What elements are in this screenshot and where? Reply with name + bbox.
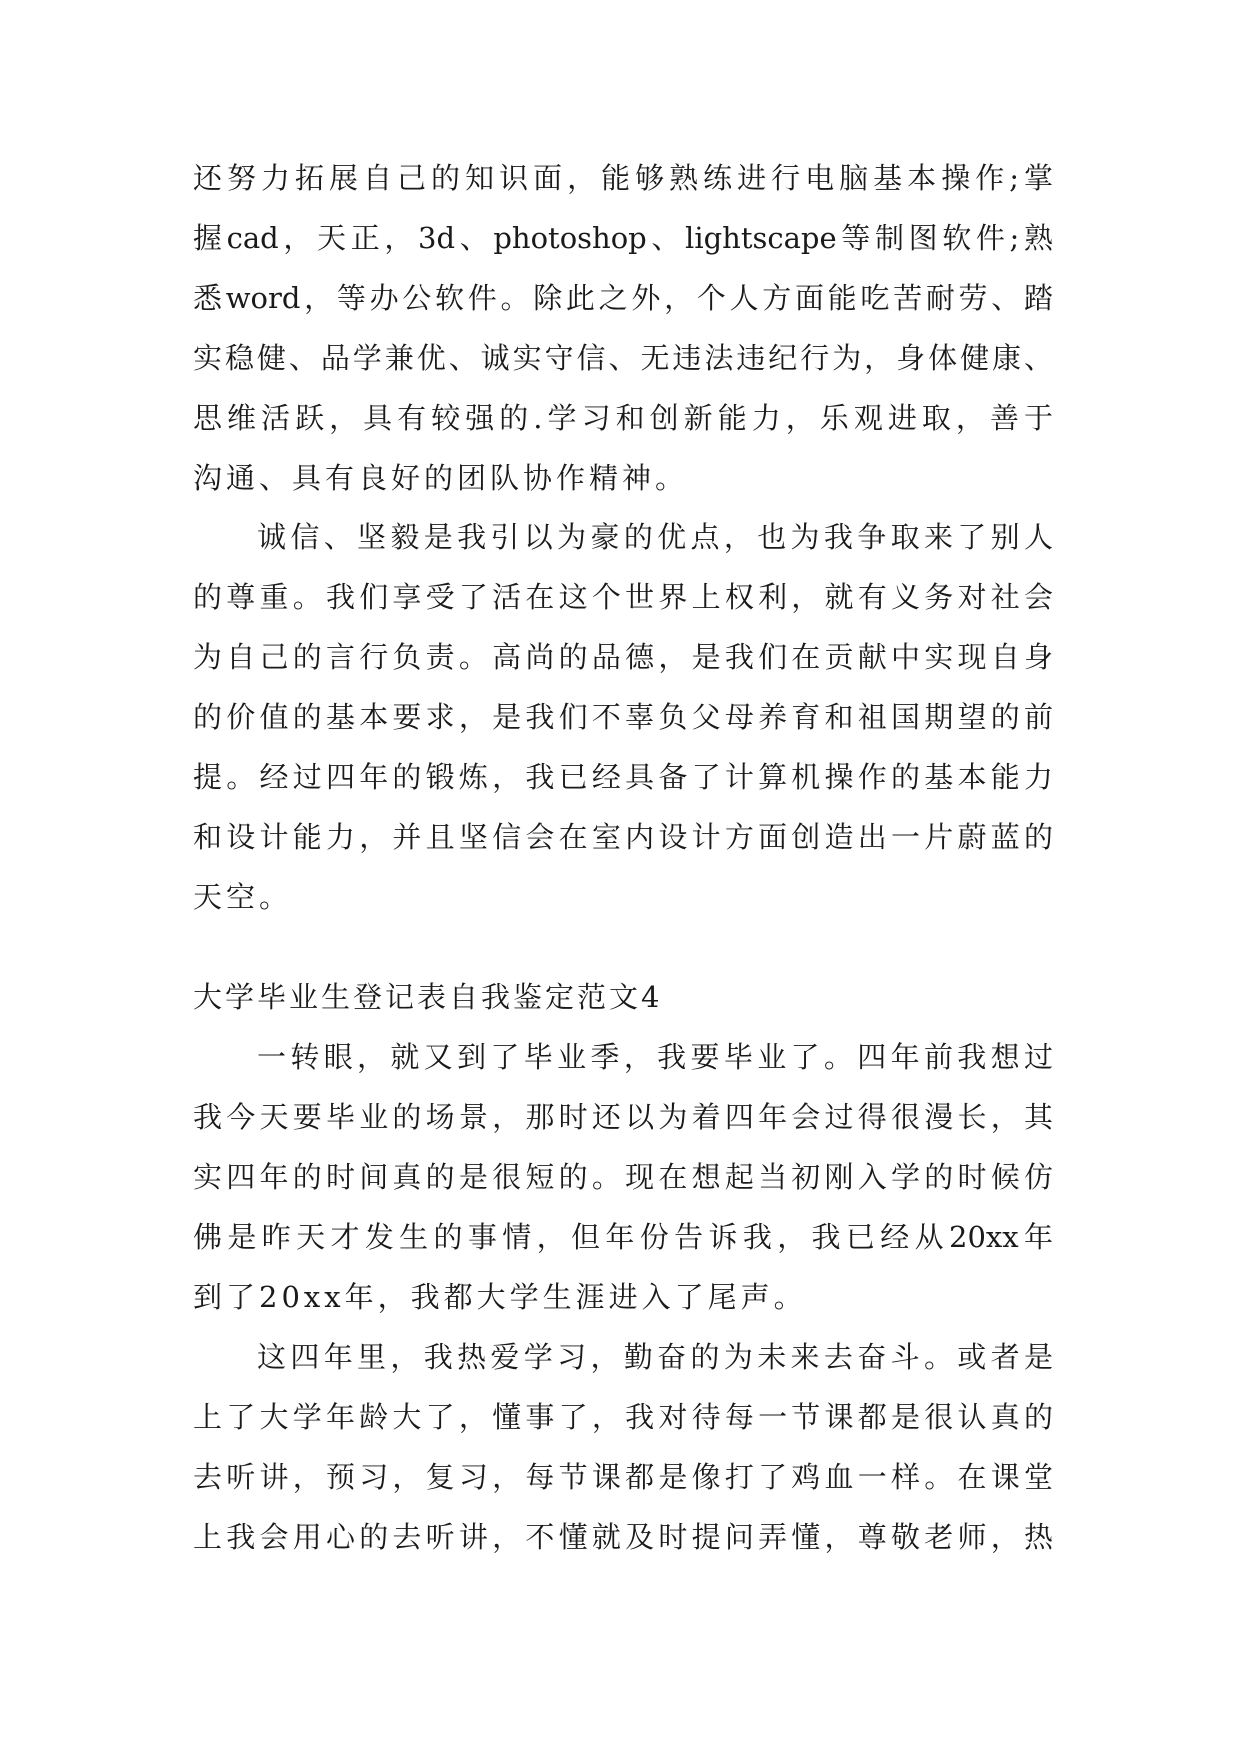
text-line: 实稳健、品学兼优、诚实守信、无违法违纪行为，身体健康、 [193, 341, 1053, 375]
text-line: 悉word，等办公软件。除此之外，个人方面能吃苦耐劳、踏 [193, 281, 1053, 315]
text-line: 天空。 [193, 880, 293, 914]
text-line: 提。经过四年的锻炼，我已经具备了计算机操作的基本能力 [193, 760, 1053, 794]
text-line: 的尊重。我们享受了活在这个世界上权利，就有义务对社会 [193, 580, 1053, 614]
text-line: 为自己的言行负责。高尚的品德，是我们在贡献中实现自身 [193, 640, 1053, 674]
text-line: 握cad，天正，3d、photoshop、lightscape等制图软件;熟 [193, 221, 1053, 255]
text-line: 我今天要毕业的场景，那时还以为着四年会过得很漫长，其 [193, 1100, 1053, 1134]
text-line: 上我会用心的去听讲，不懂就及时提问弄懂，尊敬老师，热 [193, 1520, 1053, 1554]
text-line: 一转眼，就又到了毕业季，我要毕业了。四年前我想过 [257, 1040, 1053, 1074]
text-line: 思维活跃，具有较强的.学习和创新能力，乐观进取，善于 [193, 401, 1053, 435]
text-line: 这四年里，我热爱学习，勤奋的为未来去奋斗。或者是 [257, 1340, 1053, 1374]
text-line: 去听讲，预习，复习，每节课都是像打了鸡血一样。在课堂 [193, 1460, 1053, 1494]
text-line: 和设计能力，并且坚信会在室内设计方面创造出一片蔚蓝的 [193, 820, 1053, 854]
text-line: 诚信、坚毅是我引以为豪的优点，也为我争取来了别人 [257, 520, 1053, 554]
text-line: 上了大学年龄大了，懂事了，我对待每一节课都是很认真的 [193, 1400, 1053, 1434]
text-line: 沟通、具有良好的团队协作精神。 [193, 461, 689, 495]
text-line: 实四年的时间真的是很短的。现在想起当初刚入学的时候仿 [193, 1160, 1053, 1194]
text-line: 的价值的基本要求，是我们不辜负父母养育和祖国期望的前 [193, 700, 1053, 734]
text-line: 还努力拓展自己的知识面，能够熟练进行电脑基本操作;掌 [193, 161, 1053, 195]
text-line: 到了20xx年，我都大学生涯进入了尾声。 [193, 1280, 807, 1314]
text-line: 佛是昨天才发生的事情，但年份告诉我，我已经从20xx年 [193, 1220, 1053, 1254]
section-heading: 大学毕业生登记表自我鉴定范文4 [193, 980, 663, 1014]
